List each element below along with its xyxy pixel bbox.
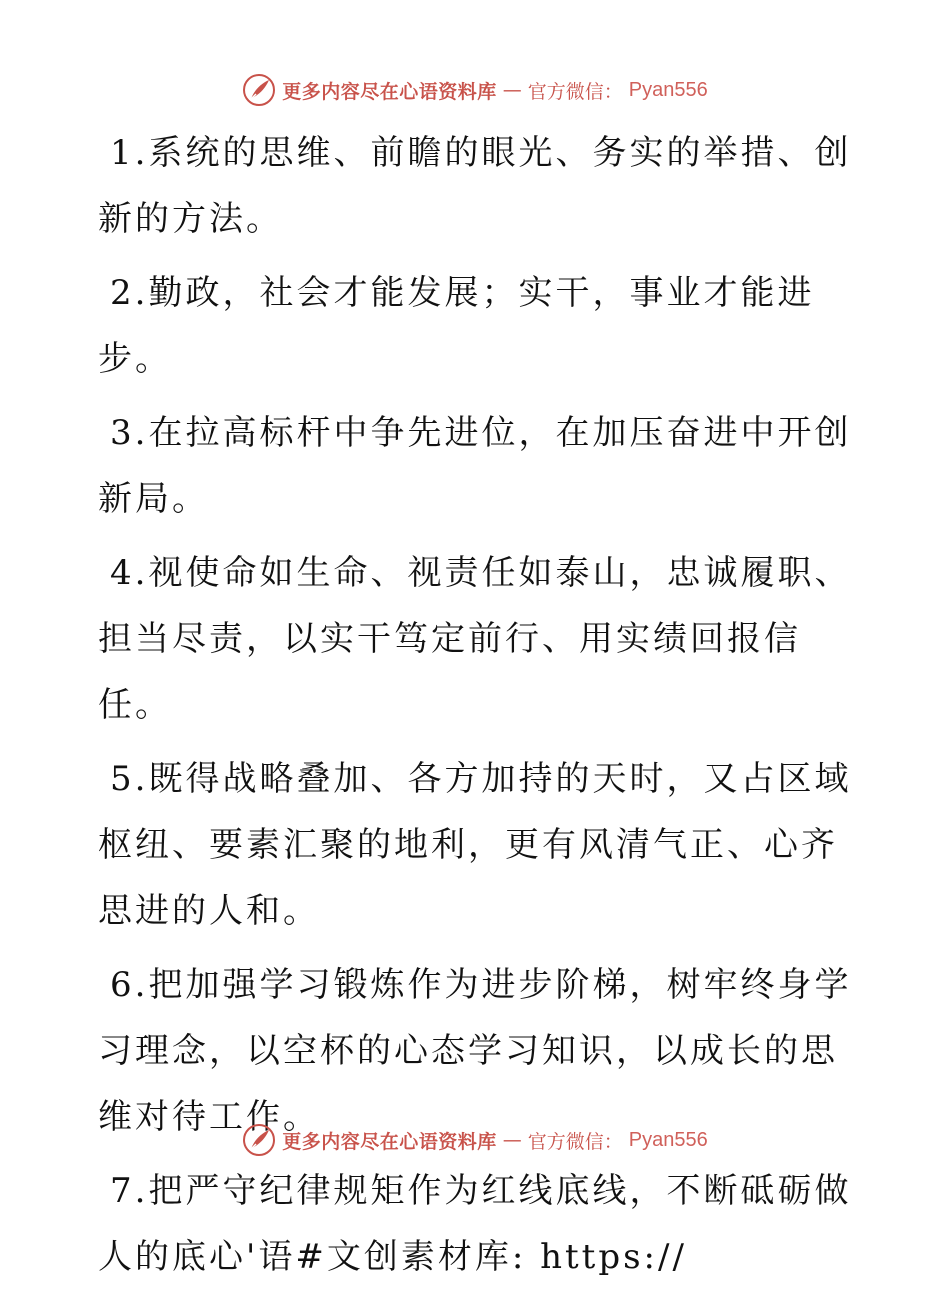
- banner-title: 更多内容尽在心语资料库: [282, 80, 497, 103]
- list-item: 7.把严守纪律规矩作为红线底线，不断砥砺做人的底心'语#文创素材库: https://: [98, 1171, 852, 1277]
- banner-wechat-id: Pyan556: [628, 78, 708, 101]
- quill-pen-logo-icon: [242, 73, 276, 107]
- list-item: 2.勤政，社会才能发展；实干，事业才能进步。: [98, 273, 815, 379]
- banner-wechat-label: 官方微信：: [527, 1130, 623, 1153]
- banner-separator: —: [502, 1129, 522, 1151]
- quill-pen-logo-icon: [242, 1123, 276, 1157]
- footer-banner: [0, 1120, 950, 1160]
- list-item: 1.系统的思维、前瞻的眼光、务实的举措、创新的方法。: [98, 133, 852, 239]
- banner-separator: —: [502, 79, 522, 101]
- list-item: 5.既得战略叠加、各方加持的天时，又占区域枢纽、要素汇聚的地利，更有风清气正、心齐思进的人和。: [98, 759, 852, 931]
- header-banner: [0, 70, 950, 110]
- banner-wechat-label: 官方微信：: [527, 80, 623, 103]
- banner-wechat-id: Pyan556: [628, 1128, 708, 1151]
- list-item: 6.把加强学习锻炼作为进步阶梯，树牢终身学习理念，以空杯的心态学习知识，以成长的思维对待工作。: [98, 965, 852, 1137]
- list-item: 3.在拉高标杆中争先进位，在加压奋进中开创新局。: [98, 413, 852, 519]
- list-item: 4.视使命如生命、视责任如泰山，忠诚履职、担当尽责，以实干笃定前行、用实绩回报信任。: [98, 553, 852, 725]
- banner-title: 更多内容尽在心语资料库: [282, 1130, 497, 1153]
